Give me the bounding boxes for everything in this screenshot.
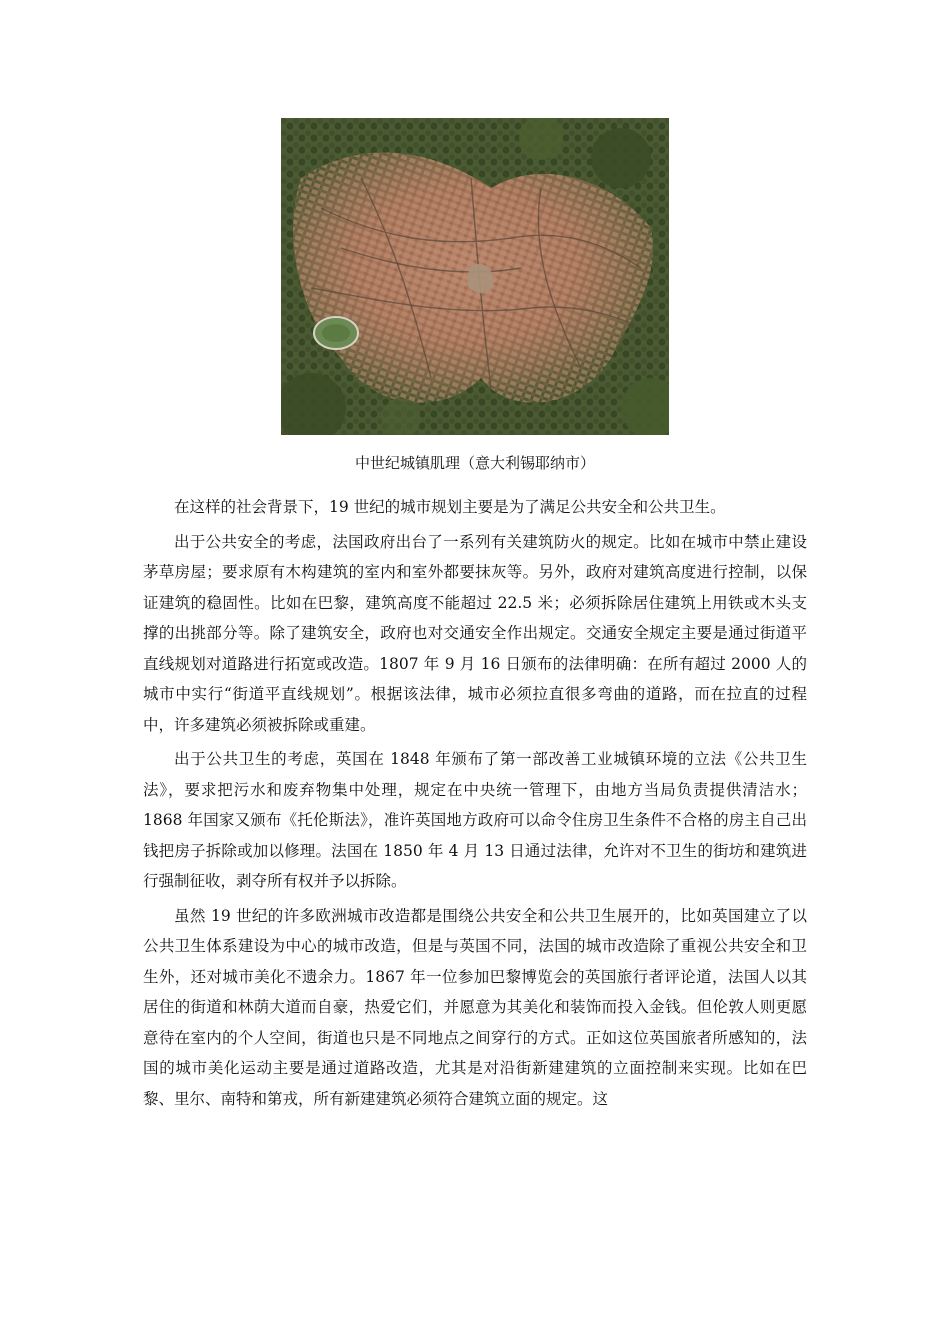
aerial-city-photo (281, 118, 669, 435)
paragraph: 出于公共安全的考虑，法国政府出台了一系列有关建筑防火的规定。比如在城市中禁止建设茅草房屋；要求原有木构建筑的室内和室外都要抹灰等。另外，政府对建筑高度进行控制，以保证建筑的稳固性。比如在巴黎，建筑高度不能超过 22.5 米；必须拆除居住建筑上用铁或木头支撑的出挑部分等。除了建筑安全，政府也对交通安全作出规定。交通安全规定主要是通过街道平直线规划对道路进行拓宽或改造。1807 年 9 月 16 日颁布的法律明确：在所有超过 2000 人的城市中实行“街道平直线规划”。根据该法律，城市必须拉直很多弯曲的道路，而在拉直的过程中，许多建筑必须被拆除或重建。 (143, 532, 807, 734)
aerial-city-image (281, 118, 669, 435)
paragraph: 在这样的社会背景下，19 世纪的城市规划主要是为了满足公共安全和公共卫生。 (174, 498, 726, 516)
figure-caption: 中世纪城镇肌理（意大利锡耶纳市） (354, 454, 595, 472)
paragraph: 出于公共卫生的考虑，英国在 1848 年颁布了第一部改善工业城镇环境的立法《公共卫生法》，要求把污水和废弃物集中处理，规定在中央统一管理下，由地方当局负责提供清洁水；1868 年国家又颁布《托伦斯法》，准许英国地方政府可以命令住房卫生条件不合格的房主自己出钱把房子拆除或加以修理。法国在 1850 年 4 月 13 日通过法律，允许对不卫生的街坊和建筑进行强制征收，剥夺所有权并予以拆除。 (143, 750, 807, 890)
body-text (143, 492, 807, 1118)
paragraph: 虽然 19 世纪的许多欧洲城市改造都是围绕公共安全和公共卫生展开的，比如英国建立了以公共卫生体系建设为中心的城市改造，但是与英国不同，法国的城市改造除了重视公共安全和卫生外，还对城市美化不遗余力。1867 年一位参加巴黎博览会的英国旅行者评论道，法国人以其居住的街道和林荫大道而自豪，热爱它们，并愿意为其美化和装饰而投入金钱。但伦敦人则更愿意待在室内的个人空间，街道也只是不同地点之间穿行的方式。正如这位英国旅者所感知的，法国的城市美化运动主要是通过道路改造，尤其是对沿街新建建筑的立面控制来实现。比如在巴黎、里尔、南特和第戎，所有新建建筑必须符合建筑立面的规定。这 (143, 906, 807, 1108)
